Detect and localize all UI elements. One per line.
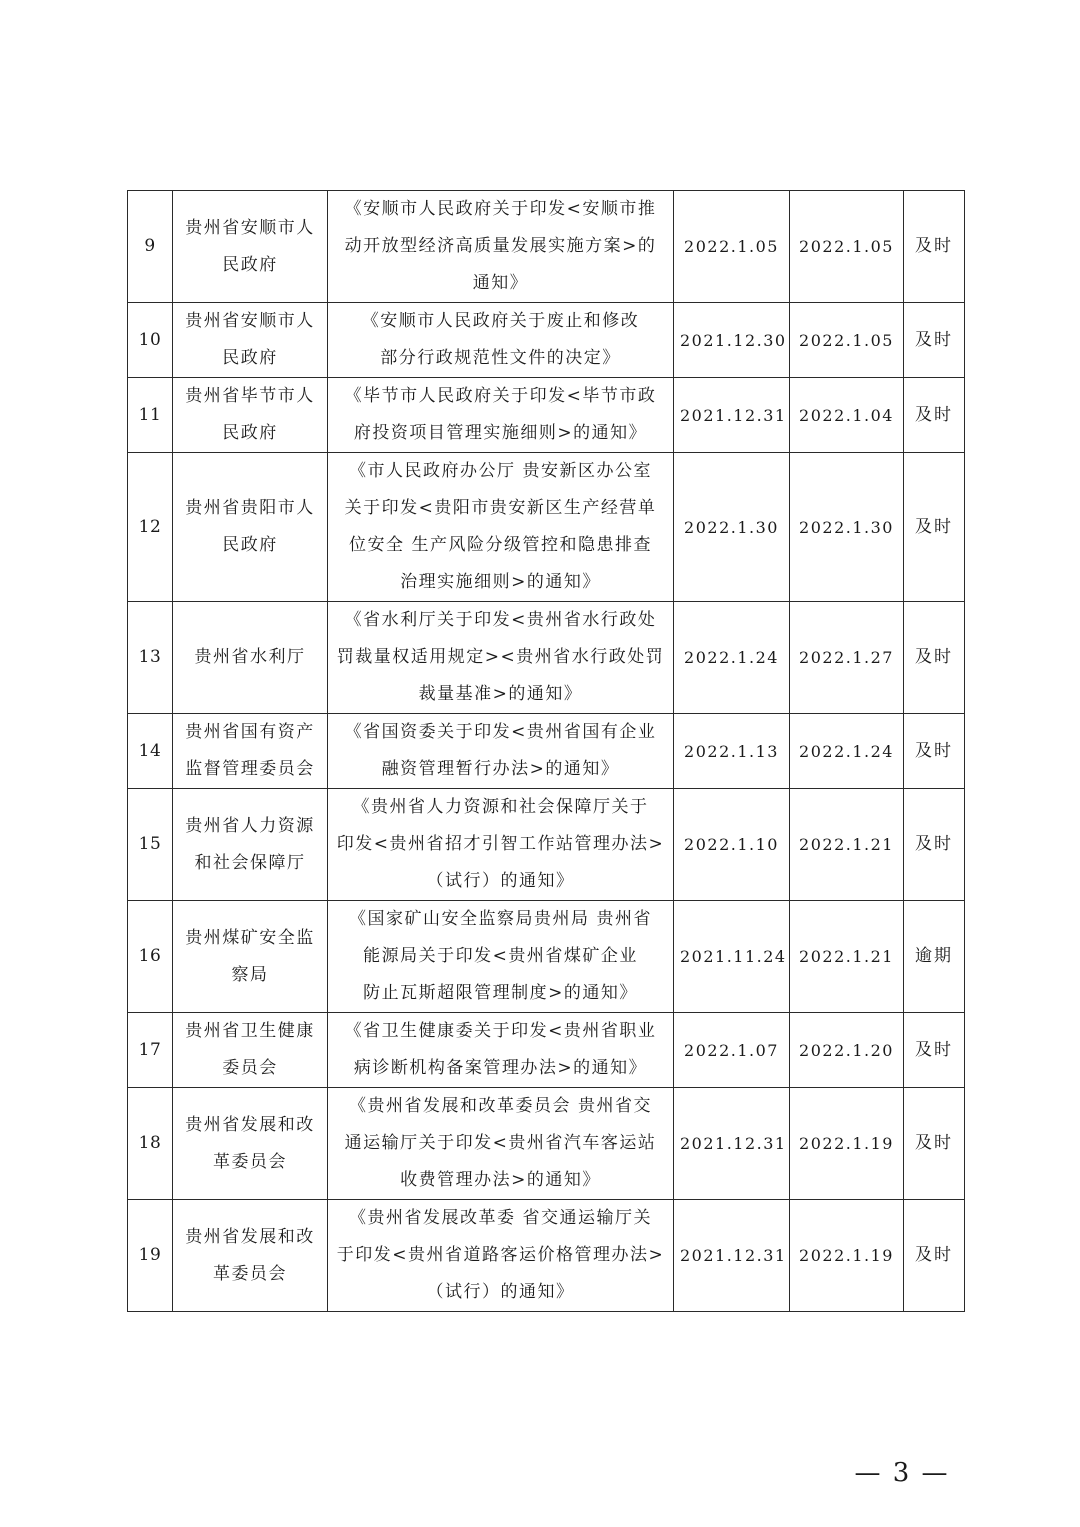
row-number-cell: 13 bbox=[128, 602, 173, 714]
document-title-cell-line: 动开放型经济高质量发展实施方案>的 bbox=[344, 236, 657, 256]
document-title-cell-line: （试行）的通知》 bbox=[426, 871, 575, 891]
document-title-cell-line: 《安顺市人民政府关于印发<安顺市推 bbox=[344, 199, 657, 219]
agency-cell-line: 贵州省贵阳市人 bbox=[185, 498, 315, 518]
issue-date-cell: 2021.12.31 bbox=[674, 1200, 790, 1312]
document-title-cell-line: 《安顺市人民政府关于废止和修改 bbox=[361, 311, 640, 331]
document-title-cell bbox=[328, 789, 674, 901]
issue-date-cell: 2022.1.13 bbox=[674, 714, 790, 789]
document-title-cell-line: 通运输厅关于印发<贵州省汽车客运站 bbox=[344, 1133, 657, 1153]
table-row bbox=[128, 1088, 965, 1200]
row-number-cell: 15 bbox=[128, 789, 173, 901]
document-title-cell-line: 收费管理办法>的通知》 bbox=[400, 1170, 601, 1190]
table-row bbox=[128, 191, 965, 303]
document-title-cell-line: 印发<贵州省招才引智工作站管理办法> bbox=[336, 834, 665, 854]
table-body bbox=[128, 191, 965, 1312]
table-row bbox=[128, 602, 965, 714]
document-title-cell bbox=[328, 1200, 674, 1312]
issue-date-cell: 2021.12.31 bbox=[674, 378, 790, 453]
document-title-cell bbox=[328, 714, 674, 789]
document-title-cell-line: 《贵州省人力资源和社会保障厅关于 bbox=[352, 797, 649, 817]
table-row bbox=[128, 789, 965, 901]
document-title-cell bbox=[328, 1013, 674, 1088]
document-title-cell bbox=[328, 1088, 674, 1200]
document-title-cell-line: 于印发<贵州省道路客运价格管理办法> bbox=[336, 1245, 665, 1265]
filing-date-cell: 2022.1.21 bbox=[790, 789, 904, 901]
document-title-cell-line: 病诊断机构备案管理办法>的通知》 bbox=[353, 1058, 648, 1078]
filing-date-cell: 2022.1.21 bbox=[790, 901, 904, 1013]
agency-cell-line: 贵州省发展和改 bbox=[185, 1114, 315, 1135]
row-number-cell: 16 bbox=[128, 901, 173, 1013]
table-row bbox=[128, 901, 965, 1013]
agency-cell-line: 委员会 bbox=[222, 1058, 278, 1078]
issue-date-cell: 2021.12.31 bbox=[674, 1088, 790, 1200]
status-cell: 逾期 bbox=[904, 901, 965, 1013]
document-title-cell bbox=[328, 602, 674, 714]
filing-date-cell: 2022.1.04 bbox=[790, 378, 904, 453]
agency-cell-line: 民政府 bbox=[222, 254, 278, 275]
row-number-cell: 9 bbox=[128, 191, 173, 303]
table-row bbox=[128, 453, 965, 602]
agency-cell-line: 贵州煤矿安全监 bbox=[185, 927, 315, 948]
filing-date-cell: 2022.1.05 bbox=[790, 303, 904, 378]
document-title-cell-line: 《省水利厅关于印发<贵州省水行政处 bbox=[344, 610, 657, 630]
document-title-cell-line: 治理实施细则>的通知》 bbox=[400, 572, 601, 592]
agency-cell bbox=[173, 453, 328, 602]
status-cell: 及时 bbox=[904, 453, 965, 602]
filing-date-cell: 2022.1.30 bbox=[790, 453, 904, 602]
row-number-cell: 14 bbox=[128, 714, 173, 789]
table-row bbox=[128, 1200, 965, 1312]
issue-date-cell: 2022.1.05 bbox=[674, 191, 790, 303]
document-title-cell bbox=[328, 378, 674, 453]
row-number-cell: 18 bbox=[128, 1088, 173, 1200]
filing-date-cell: 2022.1.19 bbox=[790, 1200, 904, 1312]
agency-cell-line: 革委员会 bbox=[213, 1263, 287, 1284]
document-title-cell-line: 通知》 bbox=[472, 273, 529, 293]
agency-cell-line: 贵州省国有资产 bbox=[185, 722, 315, 742]
agency-cell-line: 监督管理委员会 bbox=[185, 759, 315, 779]
document-title-cell-line: 《省国资委关于印发<贵州省国有企业 bbox=[344, 722, 657, 742]
status-cell: 及时 bbox=[904, 1013, 965, 1088]
agency-cell-line: 察局 bbox=[231, 964, 269, 985]
agency-cell bbox=[173, 789, 328, 901]
document-title-cell bbox=[328, 191, 674, 303]
agency-cell bbox=[173, 1088, 328, 1200]
row-number-cell: 19 bbox=[128, 1200, 173, 1312]
status-cell: 及时 bbox=[904, 1200, 965, 1312]
row-number-cell: 12 bbox=[128, 453, 173, 602]
document-title-cell-line: 位安全 生产风险分级管控和隐患排查 bbox=[349, 535, 652, 555]
row-number-cell: 11 bbox=[128, 378, 173, 453]
agency-cell bbox=[173, 378, 328, 453]
page-number: — 3 — bbox=[854, 1458, 950, 1488]
status-cell: 及时 bbox=[904, 1088, 965, 1200]
agency-cell-line: 民政府 bbox=[222, 348, 278, 368]
filing-date-cell: 2022.1.24 bbox=[790, 714, 904, 789]
document-title-cell-line: 府投资项目管理实施细则>的通知》 bbox=[353, 423, 648, 443]
status-cell: 及时 bbox=[904, 378, 965, 453]
filing-date-cell: 2022.1.20 bbox=[790, 1013, 904, 1088]
agency-cell-line: 贵州省水利厅 bbox=[194, 647, 306, 667]
filing-record-table bbox=[127, 190, 965, 1312]
status-cell: 及时 bbox=[904, 303, 965, 378]
document-title-cell-line: （试行）的通知》 bbox=[426, 1282, 575, 1302]
filing-date-cell: 2022.1.05 bbox=[790, 191, 904, 303]
document-title-cell bbox=[328, 453, 674, 602]
agency-cell-line: 贵州省人力资源 bbox=[185, 815, 315, 836]
agency-cell bbox=[173, 901, 328, 1013]
agency-cell bbox=[173, 1013, 328, 1088]
row-number-cell: 10 bbox=[128, 303, 173, 378]
document-title-cell-line: 关于印发<贵阳市贵安新区生产经营单 bbox=[344, 498, 657, 518]
issue-date-cell: 2021.11.24 bbox=[674, 901, 790, 1013]
document-title-cell-line: 《毕节市人民政府关于印发<毕节市政 bbox=[344, 386, 657, 406]
agency-cell bbox=[173, 303, 328, 378]
issue-date-cell: 2021.12.30 bbox=[674, 303, 790, 378]
issue-date-cell: 2022.1.24 bbox=[674, 602, 790, 714]
status-cell: 及时 bbox=[904, 789, 965, 901]
document-title-cell bbox=[328, 901, 674, 1013]
agency-cell-line: 贵州省安顺市人 bbox=[185, 217, 315, 238]
agency-cell-line: 革委员会 bbox=[213, 1151, 287, 1172]
document-title-cell-line: 《省卫生健康委关于印发<贵州省职业 bbox=[344, 1021, 657, 1041]
document-title-cell-line: 能源局关于印发<贵州省煤矿企业 bbox=[363, 946, 638, 966]
issue-date-cell: 2022.1.30 bbox=[674, 453, 790, 602]
table-row bbox=[128, 378, 965, 453]
document-title-cell-line: 《贵州省发展改革委 省交通运输厅关 bbox=[349, 1208, 652, 1228]
filing-date-cell: 2022.1.27 bbox=[790, 602, 904, 714]
agency-cell bbox=[173, 602, 328, 714]
agency-cell bbox=[173, 191, 328, 303]
row-number-cell: 17 bbox=[128, 1013, 173, 1088]
document-title-cell-line: 融资管理暂行办法>的通知》 bbox=[381, 759, 620, 779]
agency-cell-line: 贵州省安顺市人 bbox=[185, 311, 315, 331]
document-title-cell-line: 《市人民政府办公厅 贵安新区办公室 bbox=[349, 461, 652, 481]
status-cell: 及时 bbox=[904, 714, 965, 789]
agency-cell-line: 民政府 bbox=[222, 535, 278, 555]
document-title-cell-line: 裁量基准>的通知》 bbox=[418, 684, 583, 704]
status-cell: 及时 bbox=[904, 191, 965, 303]
document-title-cell-line: 罚裁量权适用规定><贵州省水行政处罚 bbox=[336, 647, 665, 667]
issue-date-cell: 2022.1.10 bbox=[674, 789, 790, 901]
document-title-cell bbox=[328, 303, 674, 378]
agency-cell-line: 贵州省毕节市人 bbox=[185, 386, 315, 406]
document-title-cell-line: 部分行政规范性文件的决定》 bbox=[380, 348, 621, 368]
document-title-cell-line: 防止瓦斯超限管理制度>的通知》 bbox=[363, 983, 638, 1003]
issue-date-cell: 2022.1.07 bbox=[674, 1013, 790, 1088]
agency-cell-line: 和社会保障厅 bbox=[194, 852, 306, 873]
table-row bbox=[128, 714, 965, 789]
agency-cell-line: 贵州省发展和改 bbox=[185, 1226, 315, 1247]
table-row bbox=[128, 303, 965, 378]
document-title-cell-line: 《国家矿山安全监察局贵州局 贵州省 bbox=[349, 909, 652, 929]
status-cell: 及时 bbox=[904, 602, 965, 714]
table-row bbox=[128, 1013, 965, 1088]
agency-cell bbox=[173, 714, 328, 789]
agency-cell-line: 民政府 bbox=[222, 423, 278, 443]
filing-date-cell: 2022.1.19 bbox=[790, 1088, 904, 1200]
document-title-cell-line: 《贵州省发展和改革委员会 贵州省交 bbox=[349, 1096, 652, 1116]
agency-cell bbox=[173, 1200, 328, 1312]
agency-cell-line: 贵州省卫生健康 bbox=[185, 1021, 315, 1041]
